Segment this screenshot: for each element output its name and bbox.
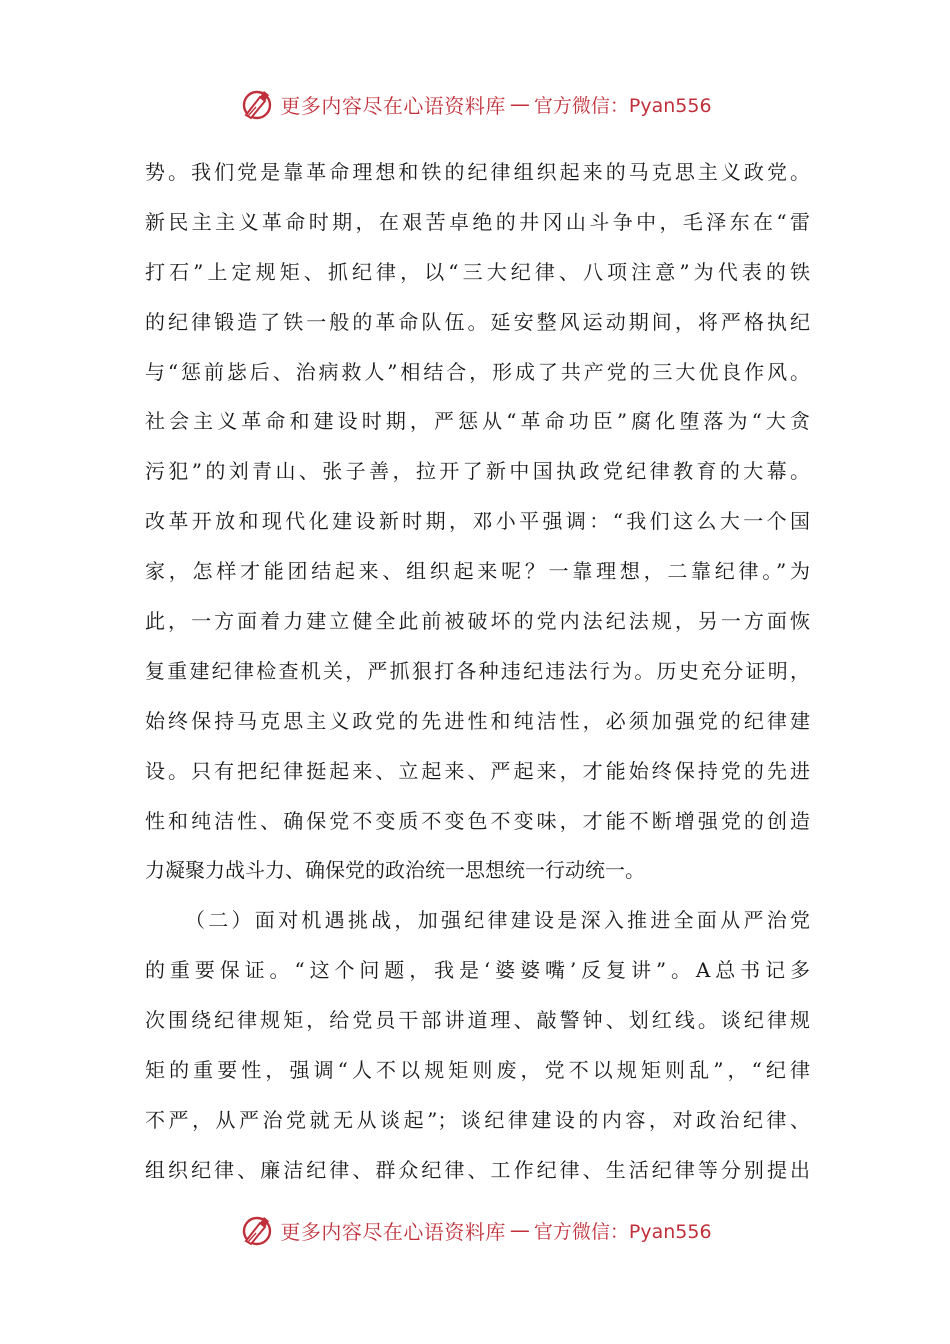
header-site-text: 更多内容尽在心语资料库 [280, 93, 506, 118]
footer-wechat-text: 官方微信：Pyan556 [533, 1220, 712, 1243]
body-line: 新民主主义革命时期，在艰苦卓绝的井冈山斗争中，毛泽东在“雷 [145, 209, 810, 234]
body-line: 势。我们党是靠革命理想和铁的纪律组织起来的马克思主义政党。 [145, 160, 810, 184]
pen-nib-logo-icon [238, 85, 276, 123]
body-line: 复重建纪律检查机关，严抓狠打各种违纪违法行为。历史充分证明， [145, 658, 810, 683]
body-line: 性和纯洁性、确保党不变质不变色不变味，才能不断增强党的创造 [145, 808, 810, 833]
body-line: 力凝聚力战斗力、确保党的政治统一思想统一行动统一。 [145, 858, 645, 883]
body-line: 始终保持马克思主义政党的先进性和纯洁性，必须加强党的纪律建 [145, 708, 810, 733]
body-line: 的重要保证。“这个问题，我是‘婆婆嘴’反复讲”。A总书记多 [145, 958, 810, 983]
header-banner [0, 82, 950, 126]
header-wechat-text: 官方微信：Pyan556 [533, 94, 712, 117]
body-line: 次围绕纪律规矩，给党员干部讲道理、敲警钟、划红线。谈纪律规 [145, 1008, 810, 1033]
document-body [145, 148, 810, 1196]
footer-site-text: 更多内容尽在心语资料库 [280, 1219, 506, 1244]
body-line: 矩的重要性，强调“人不以规矩则废，党不以规矩则乱”，“纪律 [145, 1058, 810, 1083]
body-line: 污犯”的刘青山、张子善，拉开了新中国执政党纪律教育的大幕。 [145, 459, 810, 484]
body-line: 改革开放和现代化建设新时期，邓小平强调：“我们这么大一个国 [145, 509, 810, 534]
section-heading-line: （二）面对机遇挑战，加强纪律建设是深入推进全面从严治党 [185, 908, 810, 933]
body-line: 不严，从严治党就无从谈起”；谈纪律建设的内容，对政治纪律、 [145, 1107, 810, 1132]
pen-nib-logo-icon [238, 1211, 276, 1249]
body-line: 社会主义革命和建设时期，严惩从“革命功臣”腐化堕落为“大贪 [145, 409, 810, 434]
header-separator: — [509, 92, 530, 116]
body-line: 此，一方面着力建立健全此前被破坏的党内法纪法规，另一方面恢 [145, 609, 810, 634]
body-line: 组织纪律、廉洁纪律、群众纪律、工作纪律、生活纪律等分别提出 [145, 1157, 810, 1182]
body-line: 设。只有把纪律挺起来、立起来、严起来，才能始终保持党的先进 [145, 758, 810, 783]
body-line: 家，怎样才能团结起来、组织起来呢？一靠理想，二靠纪律。”为 [145, 559, 810, 584]
body-line: 的纪律锻造了铁一般的革命队伍。延安整风运动期间，将严格执纪 [145, 309, 810, 334]
footer-separator: — [509, 1218, 530, 1242]
body-line: 打石”上定规矩、抓纪律，以“三大纪律、八项注意”为代表的铁 [145, 259, 810, 284]
body-line: 与“惩前毖后、治病救人”相结合，形成了共产党的三大优良作风。 [145, 359, 810, 384]
footer-banner [0, 1208, 950, 1252]
